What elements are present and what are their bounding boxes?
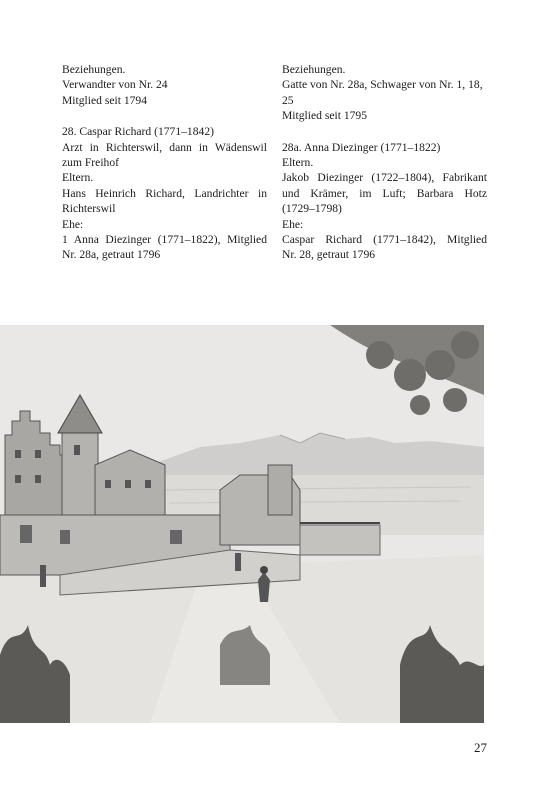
parents-label: Eltern. — [282, 156, 314, 170]
relations-label: Beziehungen. — [282, 63, 346, 76]
entry-heading: 28. Caspar Richard (1771–1842) — [62, 125, 214, 139]
entry-28-block — [62, 124, 267, 263]
marriage-line: Caspar Richard (1771–1842), Mitglied — [282, 233, 487, 247]
relation-line: Verwandter von Nr. 24 — [62, 78, 168, 92]
parents-label: Eltern. — [62, 171, 94, 185]
parents-line: Jakob Diezinger (1722–1804), Fabrikant — [282, 171, 487, 185]
relations-block-left — [62, 62, 267, 108]
marriage-line: Nr. 28, getraut 1796 — [282, 248, 376, 262]
occupation-line: Arzt in Richterswil, dann in Wädenswil — [62, 140, 267, 154]
tower — [62, 430, 98, 515]
parents-line: Richterswil — [62, 202, 116, 216]
marriage-line: 1 Anna Diezinger (1771–1822), Mitglied — [62, 233, 267, 247]
member-since-line: Mitglied seit 1794 — [62, 93, 148, 107]
marriage-line: Nr. 28a, getraut 1796 — [62, 248, 161, 262]
relation-line: Gatte von Nr. 28a, Schwager von Nr. 1, 18, — [282, 78, 483, 92]
page-number: 27 — [474, 740, 487, 755]
parents-line: (1729–1798) — [282, 202, 342, 216]
relations-label: Beziehungen. — [62, 63, 126, 76]
entry-heading: 28a. Anna Diezinger (1771–1822) — [282, 140, 441, 154]
marriage-label: Ehe: — [62, 217, 84, 231]
entry-28a-block — [282, 140, 487, 263]
member-since-line: Mitglied seit 1795 — [282, 109, 368, 123]
parents-line: und Krämer, im Luft; Barbara Hotz — [282, 186, 487, 200]
marriage-label: Ehe: — [282, 217, 304, 231]
right-text-column — [282, 62, 487, 263]
relation-line: 25 — [282, 93, 294, 107]
relations-block-right — [282, 62, 487, 124]
village-sketch-illustration — [0, 325, 484, 723]
left-text-column — [62, 62, 267, 263]
parents-line: Hans Heinrich Richard, Landrichter in — [62, 186, 267, 200]
occupation-line: zum Freihof — [62, 156, 119, 170]
sketch-drawing — [0, 325, 484, 723]
